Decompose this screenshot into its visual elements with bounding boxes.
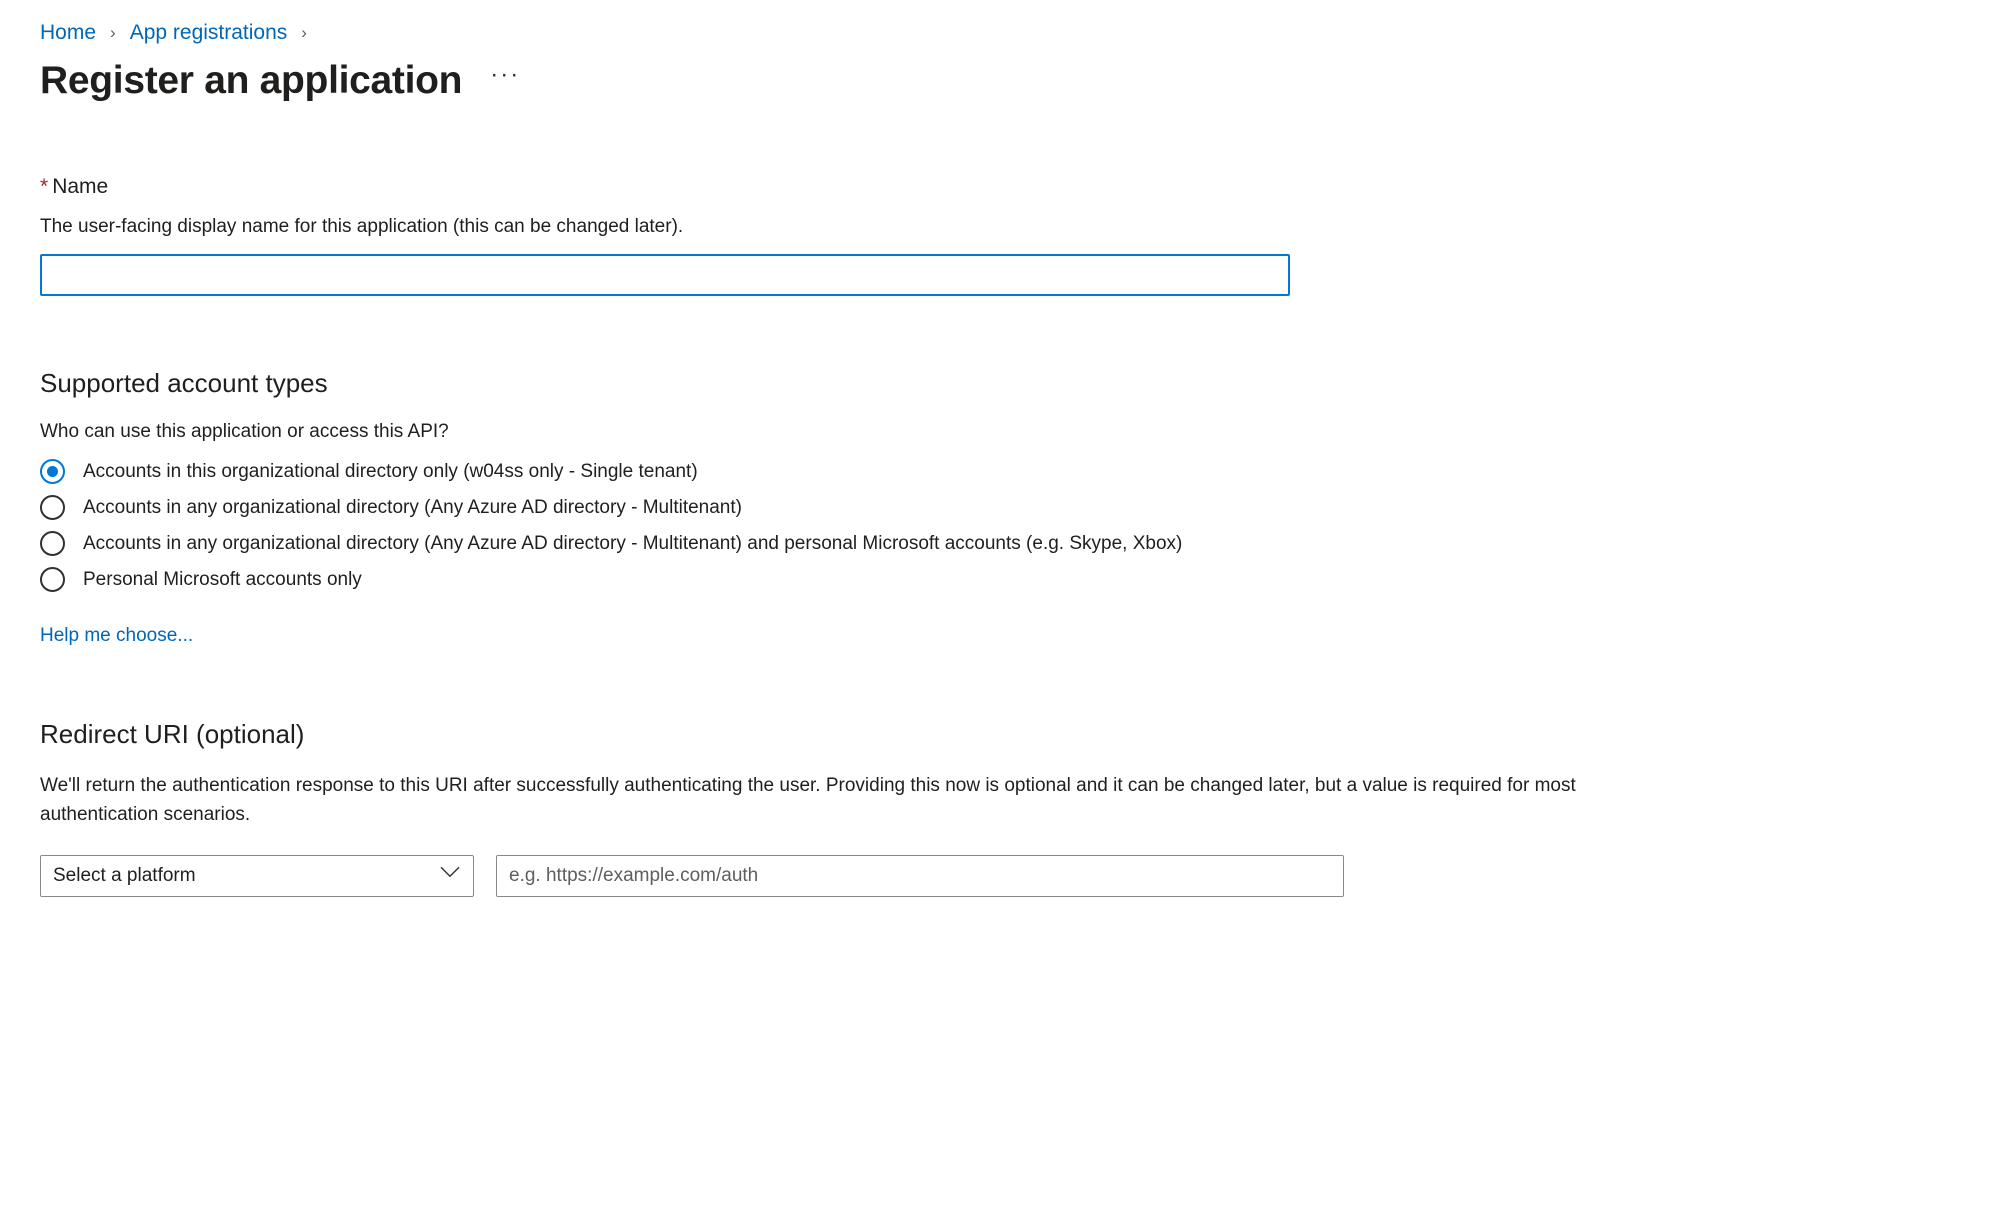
platform-select-value: Select a platform (53, 865, 196, 887)
radio-option-multitenant-and-personal[interactable] (40, 531, 1660, 556)
redirect-uri-input[interactable] (496, 855, 1344, 897)
platform-select-wrapper (40, 855, 474, 897)
radio-icon[interactable] (40, 567, 65, 592)
platform-select[interactable] (40, 855, 474, 897)
radio-option-multitenant[interactable] (40, 495, 1660, 520)
name-field-label (40, 175, 1660, 199)
radio-label: Accounts in any organizational directory (Any Azure AD directory - Multitenant) and personal Microsoft accounts (e.g. Skype, Xbox) (83, 532, 1183, 554)
radio-option-single-tenant[interactable] (40, 459, 1660, 484)
radio-label: Accounts in any organizational directory (Any Azure AD directory - Multitenant) (83, 496, 742, 518)
help-me-choose-link[interactable]: Help me choose... (40, 625, 194, 647)
redirect-uri-heading: Redirect URI (optional) (40, 719, 305, 750)
redirect-uri-description: We'll return the authentication response to this URI after successfully authenticating the user. Providing this now is optional and it can be changed later, but a value is required for most authentication scenarios. (40, 775, 1576, 825)
radio-icon[interactable] (40, 531, 65, 556)
registration-form (40, 175, 1660, 898)
name-field-description: The user-facing display name for this application (this can be changed later). (40, 215, 684, 237)
account-types-radio-group (40, 459, 1660, 592)
breadcrumb-item-app-registrations[interactable]: App registrations (129, 21, 288, 44)
radio-option-personal-only[interactable] (40, 567, 1660, 592)
required-marker: * (40, 174, 49, 198)
breadcrumb-separator-icon: › (301, 23, 307, 42)
supported-account-types-question: Who can use this application or access this API? (40, 421, 449, 443)
page-title: Register an application (40, 59, 463, 102)
more-actions-icon[interactable]: ··· (490, 61, 521, 89)
breadcrumb-separator-icon: › (110, 23, 116, 42)
radio-label: Personal Microsoft accounts only (83, 568, 362, 590)
breadcrumb (40, 18, 1966, 48)
redirect-uri-row (40, 855, 1660, 897)
supported-account-types-heading: Supported account types (40, 368, 328, 399)
radio-icon-selected[interactable] (40, 459, 65, 484)
name-label-text: Name (52, 174, 109, 198)
radio-icon[interactable] (40, 495, 65, 520)
page-header (40, 60, 1966, 103)
radio-label: Accounts in this organizational directory only (w04ss only - Single tenant) (83, 460, 698, 482)
breadcrumb-item-home[interactable]: Home (40, 21, 97, 44)
name-input[interactable] (40, 254, 1290, 296)
